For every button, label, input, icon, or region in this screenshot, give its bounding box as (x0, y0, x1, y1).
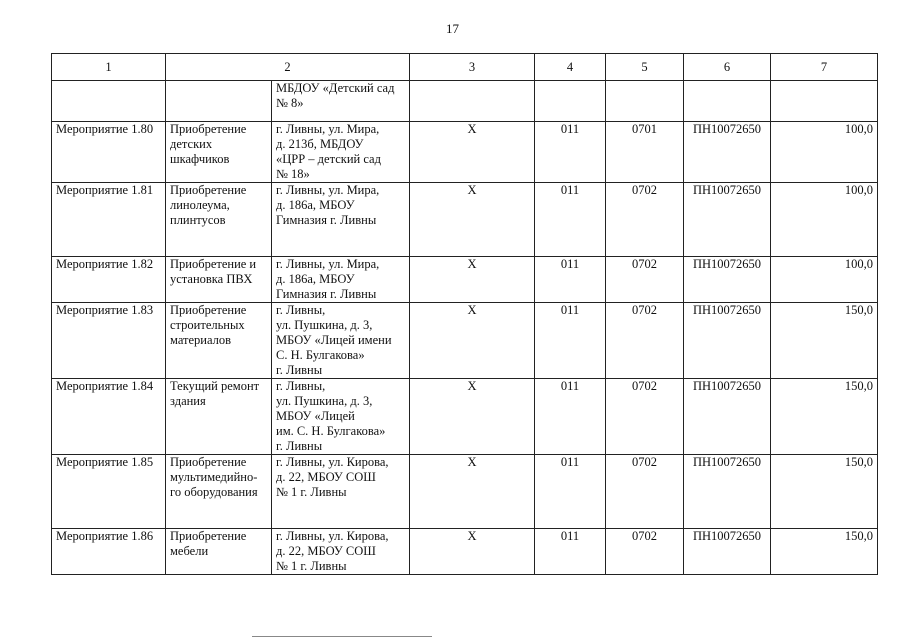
header-col-5: 5 (606, 54, 684, 81)
col5-cell: 0702 (606, 455, 684, 529)
header-col-4: 4 (535, 54, 606, 81)
col7-cell: 150,0 (771, 379, 878, 455)
col6-cell: ПН10072650 (684, 257, 771, 303)
page-number: 17 (446, 21, 459, 36)
address-cell: г. Ливны, ул. Пушкина, д. 3, МБОУ «Лицей имени С. Н. Булгакова» г. Ливны (272, 303, 410, 379)
table-row (52, 81, 878, 122)
col5-cell: 0702 (606, 529, 684, 575)
col7-cell: 150,0 (771, 529, 878, 575)
col3-cell: Х (410, 303, 535, 379)
table-row (52, 455, 878, 529)
col7-cell: 100,0 (771, 257, 878, 303)
col6-cell: ПН10072650 (684, 379, 771, 455)
item-cell: Приобретение мебели (166, 529, 272, 575)
col7-cell: 100,0 (771, 183, 878, 257)
col5-cell: 0702 (606, 379, 684, 455)
col5-cell: 0702 (606, 257, 684, 303)
col3-cell: Х (410, 379, 535, 455)
item-cell: Приобретение строительных материалов (166, 303, 272, 379)
address-cell: МБДОУ «Детский сад № 8» (272, 81, 410, 122)
col3-cell: Х (410, 183, 535, 257)
col7-cell: 150,0 (771, 303, 878, 379)
col6-cell: ПН10072650 (684, 303, 771, 379)
address-cell: г. Ливны, ул. Кирова, д. 22, МБОУ СОШ № 1 г. Ливны (272, 455, 410, 529)
col5-cell: 0702 (606, 303, 684, 379)
item-cell: Текущий ремонт здания (166, 379, 272, 455)
activity-cell: Мероприятие 1.80 (52, 122, 166, 183)
activities-table (51, 53, 878, 575)
table-row (52, 183, 878, 257)
col6-cell: ПН10072650 (684, 122, 771, 183)
activity-cell: Мероприятие 1.83 (52, 303, 166, 379)
col6-cell: ПН10072650 (684, 455, 771, 529)
activity-cell: Мероприятие 1.86 (52, 529, 166, 575)
item-cell (166, 81, 272, 122)
activity-cell: Мероприятие 1.81 (52, 183, 166, 257)
item-cell: Приобретение мультимедийно- го оборудования (166, 455, 272, 529)
col4-cell (535, 81, 606, 122)
col6-cell: ПН10072650 (684, 529, 771, 575)
table-row (52, 303, 878, 379)
header-col-1: 1 (52, 54, 166, 81)
activity-cell: Мероприятие 1.82 (52, 257, 166, 303)
col4-cell: 011 (535, 379, 606, 455)
address-cell: г. Ливны, ул. Мира, д. 186а, МБОУ Гимназия г. Ливны (272, 183, 410, 257)
col3-cell: Х (410, 122, 535, 183)
table-row (52, 529, 878, 575)
col4-cell: 011 (535, 455, 606, 529)
col5-cell: 0701 (606, 122, 684, 183)
col4-cell: 011 (535, 529, 606, 575)
table-row (52, 257, 878, 303)
address-cell: г. Ливны, ул. Пушкина, д. 3, МБОУ «Лицей им. С. Н. Булгакова» г. Ливны (272, 379, 410, 455)
footer-divider (252, 636, 432, 637)
item-cell: Приобретение детских шкафчиков (166, 122, 272, 183)
col7-cell: 150,0 (771, 455, 878, 529)
col4-cell: 011 (535, 303, 606, 379)
activity-cell: Мероприятие 1.85 (52, 455, 166, 529)
header-col-3: 3 (410, 54, 535, 81)
header-col-6: 6 (684, 54, 771, 81)
col4-cell: 011 (535, 257, 606, 303)
col4-cell: 011 (535, 122, 606, 183)
table-row (52, 379, 878, 455)
address-cell: г. Ливны, ул. Кирова, д. 22, МБОУ СОШ № 1 г. Ливны (272, 529, 410, 575)
header-col-2: 2 (166, 54, 410, 81)
activity-cell: Мероприятие 1.84 (52, 379, 166, 455)
col7-cell (771, 81, 878, 122)
col3-cell (410, 81, 535, 122)
col3-cell: Х (410, 455, 535, 529)
col3-cell: Х (410, 257, 535, 303)
col5-cell (606, 81, 684, 122)
table-header-row (52, 54, 878, 81)
col7-cell: 100,0 (771, 122, 878, 183)
col5-cell: 0702 (606, 183, 684, 257)
col6-cell: ПН10072650 (684, 183, 771, 257)
col6-cell (684, 81, 771, 122)
address-cell: г. Ливны, ул. Мира, д. 186а, МБОУ Гимназия г. Ливны (272, 257, 410, 303)
header-col-7: 7 (771, 54, 878, 81)
activity-cell (52, 81, 166, 122)
table-row (52, 122, 878, 183)
address-cell: г. Ливны, ул. Мира, д. 213б, МБДОУ «ЦРР – детский сад № 18» (272, 122, 410, 183)
col3-cell: Х (410, 529, 535, 575)
col4-cell: 011 (535, 183, 606, 257)
item-cell: Приобретение и установка ПВХ (166, 257, 272, 303)
item-cell: Приобретение линолеума, плинтусов (166, 183, 272, 257)
